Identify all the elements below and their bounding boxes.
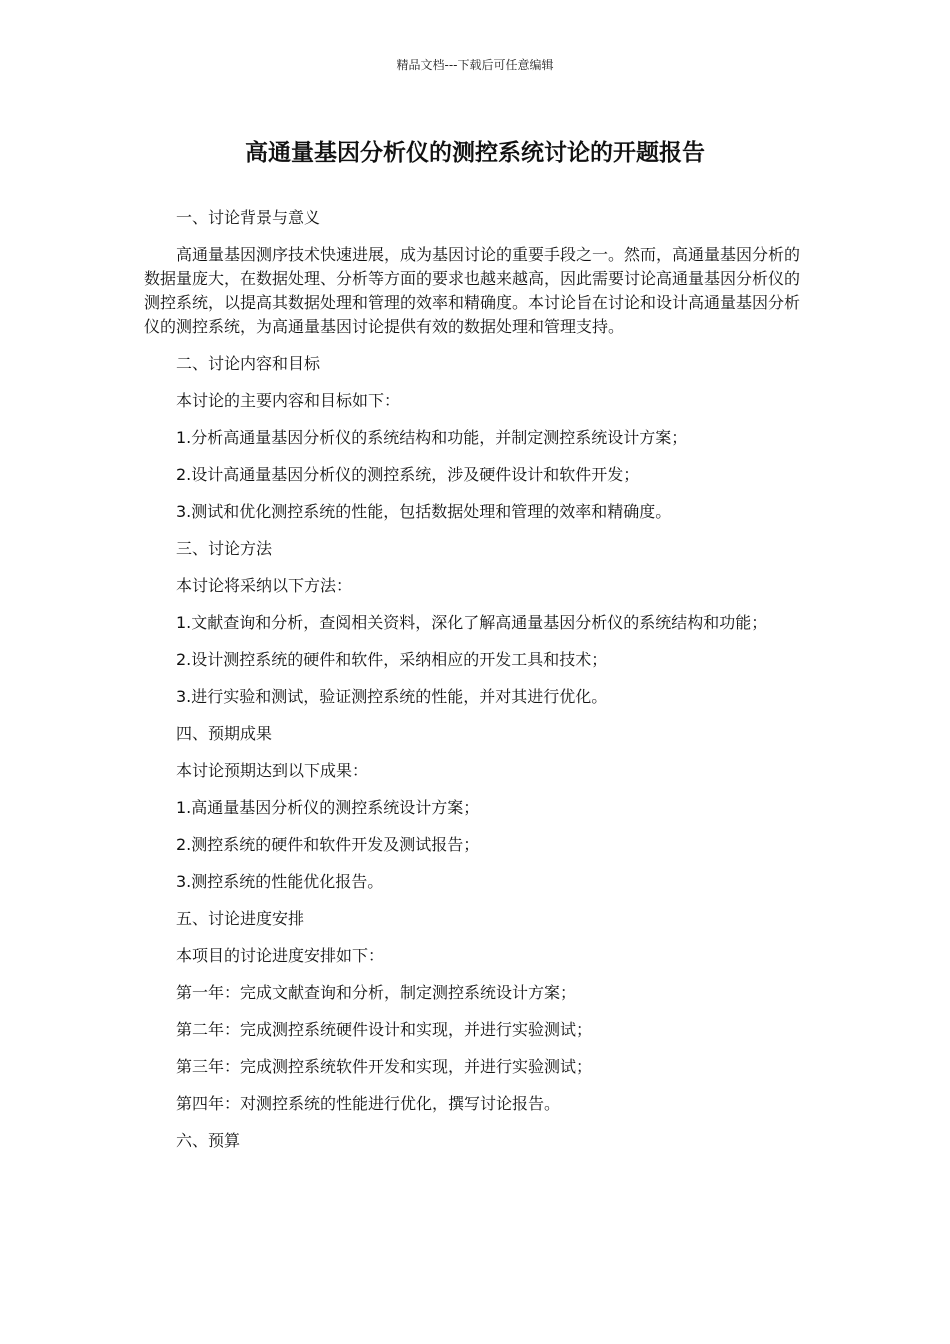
paragraph-content-intro: 本讨论的主要内容和目标如下： (176, 391, 401, 410)
paragraph-methods-intro: 本讨论将采纳以下方法： (176, 576, 353, 595)
list-item-outcomes-3: 3.测控系统的性能优化报告。 (176, 872, 384, 891)
paragraph-background: 高通量基因测序技术快速进展，成为基因讨论的重要手段之一。然而，高通量基因分析的数据量庞大，在数据处理、分析等方面的要求也越来越高，因此需要讨论高通量基因分析仪的测控系统，以提高其数据处理和管理的效率和精确度。本讨论旨在讨论和设计高通量基因分析仪的测控系统，为高通量基因讨论提供有效的数据处理和管理支持。 (144, 245, 801, 336)
section-heading-background: 一、讨论背景与意义 (176, 208, 321, 227)
section-heading-schedule: 五、讨论进度安排 (176, 909, 305, 928)
document-body (144, 206, 806, 1166)
list-item-methods-2: 2.设计测控系统的硬件和软件，采纳相应的开发工具和技术； (176, 650, 608, 669)
schedule-item-year-1: 第一年：完成文献查询和分析，制定测控系统设计方案； (176, 983, 577, 1002)
paragraph-schedule-intro: 本项目的讨论进度安排如下： (176, 946, 385, 965)
list-item-methods-1: 1.文献查询和分析，查阅相关资料，深化了解高通量基因分析仪的系统结构和功能； (176, 613, 768, 632)
page-header: 精品文档---下载后可任意编辑 (396, 58, 554, 72)
list-item-content-3: 3.测试和优化测控系统的性能，包括数据处理和管理的效率和精确度。 (176, 502, 672, 521)
section-heading-content-goals: 二、讨论内容和目标 (176, 354, 321, 373)
list-item-outcomes-2: 2.测控系统的硬件和软件开发及测试报告； (176, 835, 480, 854)
list-item-content-2: 2.设计高通量基因分析仪的测控系统，涉及硬件设计和软件开发； (176, 465, 640, 484)
schedule-item-year-2: 第二年：完成测控系统硬件设计和实现，并进行实验测试； (176, 1020, 593, 1039)
schedule-item-year-4: 第四年：对测控系统的性能进行优化，撰写讨论报告。 (176, 1094, 561, 1113)
schedule-item-year-3: 第三年：完成测控系统软件开发和实现，并进行实验测试； (176, 1057, 593, 1076)
section-heading-budget: 六、预算 (176, 1131, 241, 1150)
list-item-methods-3: 3.进行实验和测试，验证测控系统的性能，并对其进行优化。 (176, 687, 608, 706)
list-item-outcomes-1: 1.高通量基因分析仪的测控系统设计方案； (176, 798, 480, 817)
section-heading-methods: 三、讨论方法 (176, 539, 273, 558)
paragraph-outcomes-intro: 本讨论预期达到以下成果： (176, 761, 369, 780)
section-heading-outcomes: 四、预期成果 (176, 724, 273, 743)
document-title: 高通量基因分析仪的测控系统讨论的开题报告 (245, 140, 705, 166)
list-item-content-1: 1.分析高通量基因分析仪的系统结构和功能，并制定测控系统设计方案； (176, 428, 688, 447)
